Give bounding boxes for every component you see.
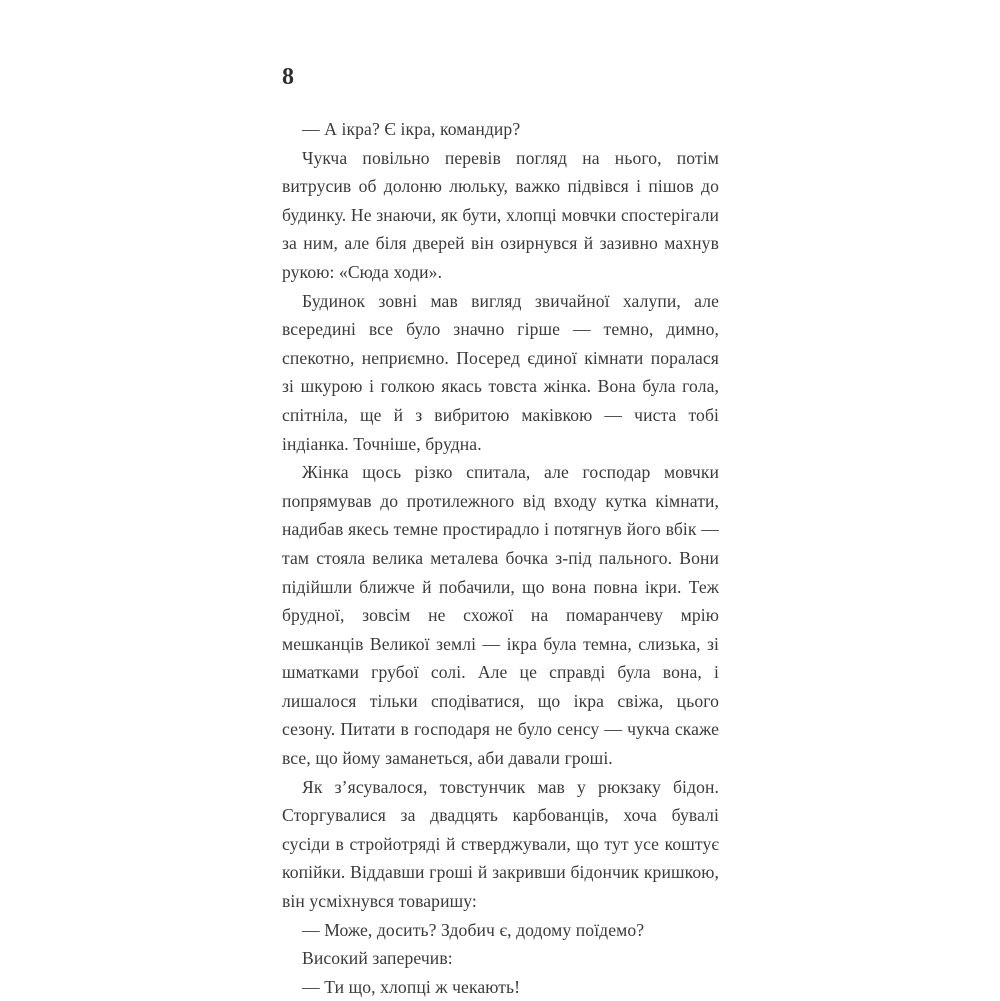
paragraph-3: Будинок зовні мав вигляд звичайної халупи, але всередині все було значно гірше — темно, димно, спекотно, неприємно. Посеред єдиної кімнати поралася зі шкурою і голкою якась товста жінка. Вона була гола, спітніла, ще й з вибритою маківкою — чиста тобі індіанка. Точніше, брудна. bbox=[282, 290, 719, 454]
paragraph-8: — Ти що, хлопці ж чекають! bbox=[302, 976, 521, 997]
page-number: 8 bbox=[282, 64, 294, 90]
paragraph-1: — А ікра? Є ікра, командир? bbox=[302, 119, 521, 139]
paragraph-6: — Може, досить? Здобич є, додому поїдемо? bbox=[302, 919, 645, 940]
paragraph-7: Високий заперечив: bbox=[302, 948, 453, 969]
paragraph-5: Як з’ясувалося, товстунчик мав у рюкзаку бідон. Сторгувалися за двадцять карбованців, хоча бувалі сусіди в стройотряді й стверджували, що тут усе коштує копійки. Віддавши гроші й закривши бідончик кришкою, він усміхнувся товаришу: bbox=[282, 776, 719, 912]
paragraph-4: Жінка щось різко спитала, але господар мовчки попрямував до протилежного від входу кутка кімнати, надибав якесь темне простирадло і потягнув його вбік — там стояла велика металева бочка з-під пального. Вони підійшли ближче й побачили, що вона повна ікри. Теж брудної, зовсім не схожої на помаранчеву мрію мешканців Великої землі — ікра була темна, слизька, зі шматками грубої солі. Але це справді була вона, і лишалося тільки сподіватися, що ікра свіжа, цього сезону. Питати в господаря не було сенсу — чукча скаже все, що йому заманеться, аби давали гроші. bbox=[282, 462, 719, 769]
paragraph-2: Чукча повільно перевів погляд на нього, потім витрусив об долоню люльку, важко підвівся і пішов до будинку. Не знаючи, як бути, хлопці мовчки спостерігали за ним, але біля дверей він озирнувся й зазивно махнув рукою: «Сюда ходи». bbox=[282, 147, 719, 282]
body-text bbox=[282, 115, 719, 1001]
